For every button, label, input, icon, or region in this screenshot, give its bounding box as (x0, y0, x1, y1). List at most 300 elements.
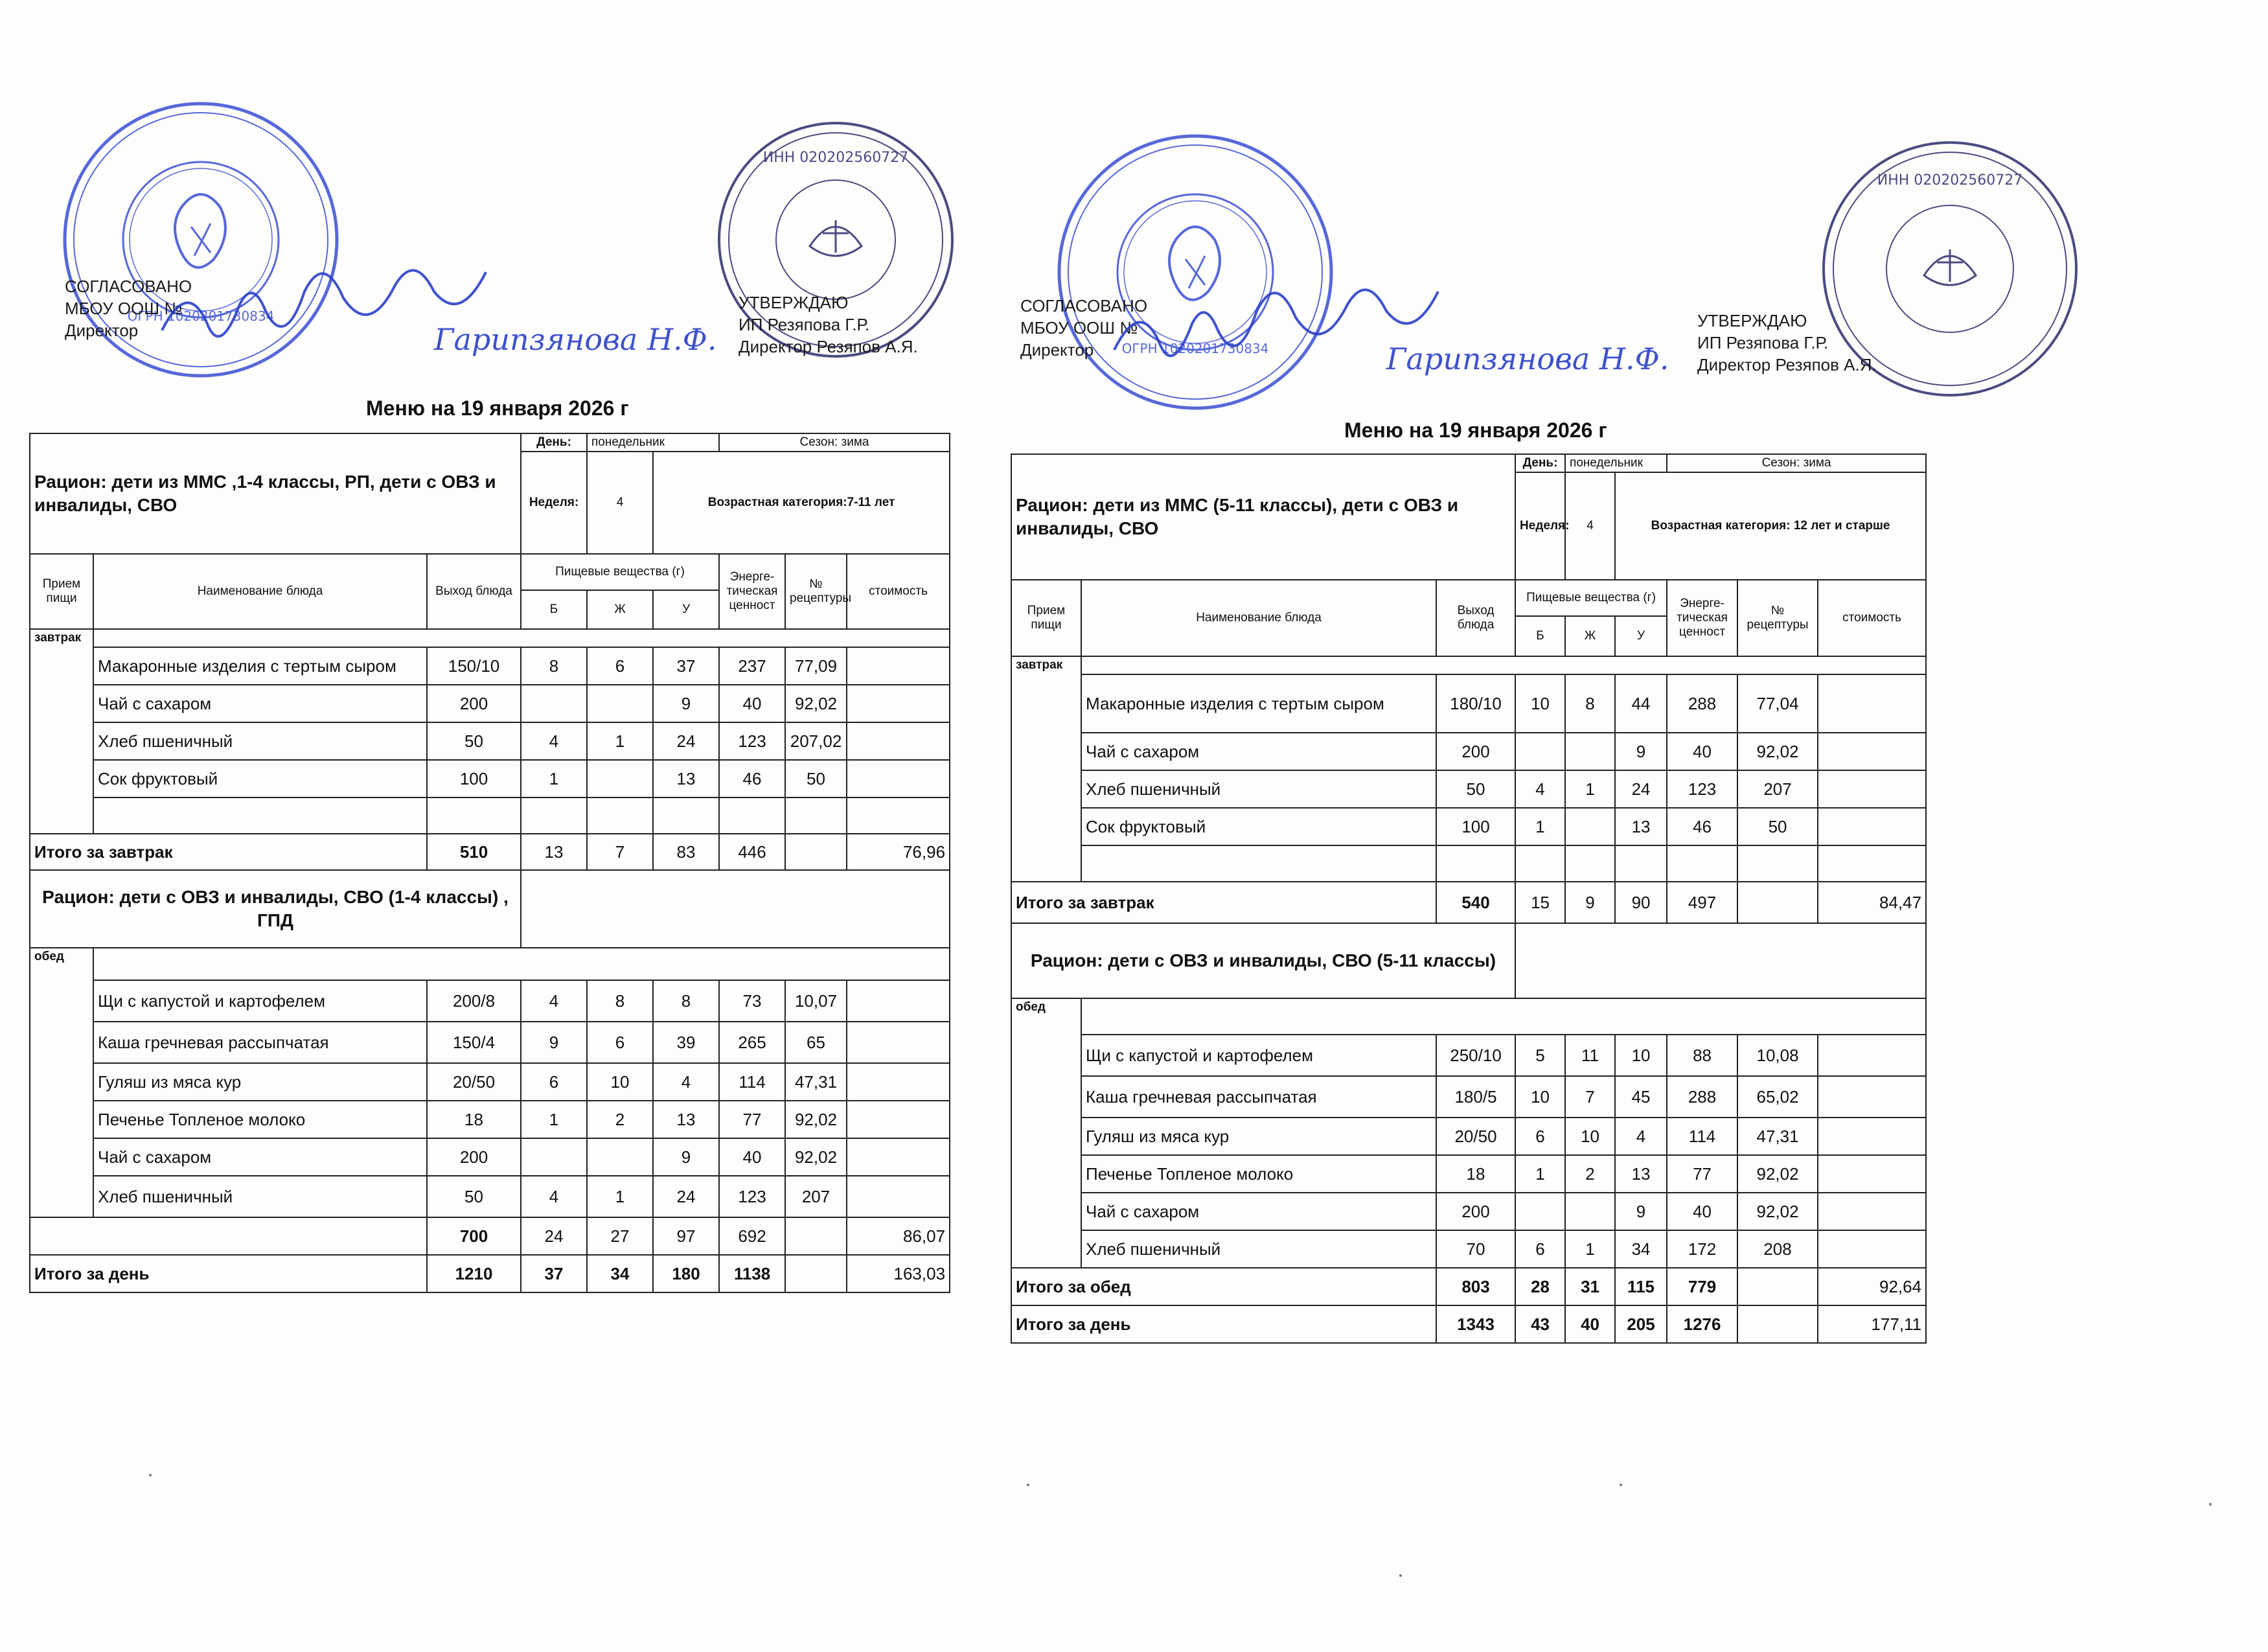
cell: 34 (587, 1255, 653, 1292)
cell: 40 (719, 1138, 785, 1176)
cell: 97 (653, 1217, 719, 1255)
cell: 115 (1615, 1268, 1667, 1305)
col-zh: Ж (1565, 616, 1615, 656)
table-row (30, 760, 950, 797)
table-row (1011, 1118, 1926, 1155)
cell: 9 (653, 685, 719, 722)
agreed-line: Директор (65, 321, 139, 340)
cell (1818, 674, 1926, 733)
week-value: 4 (587, 452, 653, 554)
cell (1565, 733, 1615, 770)
cell: 13 (1615, 808, 1667, 845)
season-label: Сезон: (799, 435, 838, 449)
spacer-row (1081, 998, 1926, 1035)
cell: 497 (1667, 882, 1737, 923)
cell: 24 (521, 1217, 587, 1255)
table-row (1011, 1230, 1926, 1268)
ration-title: Рацион: дети из ММС ,1-4 классы, РП, дети с ОВЗ и инвалиды, СВО (30, 433, 521, 554)
breakfast-total-label: Итого за завтрак (30, 834, 427, 870)
cell: 1276 (1667, 1305, 1737, 1343)
meal-lunch: обед (1011, 998, 1081, 1268)
season-value: зима (1803, 456, 1831, 470)
dish-name: Каша гречневая рассыпчатая (1081, 1076, 1436, 1118)
cell: 39 (653, 1022, 719, 1063)
cell (847, 685, 950, 722)
approved-line: Директор Резяпов А.Я. (739, 337, 918, 356)
ration2-title: Рацион: дети с ОВЗ и инвалиды, СВО (1-4 классы) , ГПД (30, 870, 521, 948)
season-cell (719, 433, 950, 452)
cell: 18 (1436, 1155, 1515, 1193)
cell: 10,08 (1737, 1035, 1818, 1076)
col-u: У (653, 590, 719, 629)
cell: 40 (1667, 733, 1737, 770)
cell: 6 (1515, 1230, 1565, 1268)
cell: 77 (719, 1101, 785, 1138)
dish-name: Печенье Топленое молоко (1081, 1155, 1436, 1193)
cell: 28 (1515, 1268, 1565, 1305)
cell: 692 (719, 1217, 785, 1255)
cell: 40 (1565, 1305, 1615, 1343)
cell (847, 1138, 950, 1176)
cell: 65,02 (1737, 1076, 1818, 1118)
cell (1818, 1076, 1926, 1118)
cell: 37 (653, 647, 719, 685)
table-row (30, 797, 950, 834)
cell: 6 (521, 1063, 587, 1101)
season-value: зима (841, 435, 869, 449)
cell: 10 (587, 1063, 653, 1101)
cell: 65 (785, 1022, 847, 1063)
cell: 70 (1436, 1230, 1515, 1268)
cell (1515, 1193, 1565, 1230)
scan-speck (1027, 1484, 1029, 1486)
table-row (30, 1101, 950, 1138)
cell: 46 (1667, 808, 1737, 845)
cell (1737, 882, 1818, 923)
ration2-title: Рацион: дети с ОВЗ и инвалиды, СВО (5-11 классы) (1011, 923, 1515, 998)
col-zh: Ж (587, 590, 653, 629)
age-category (1615, 472, 1926, 580)
dish-name: Макаронные изделия с тертым сыром (1081, 674, 1436, 733)
cell: 8 (587, 980, 653, 1022)
cell (1565, 1193, 1615, 1230)
cell: 100 (427, 760, 521, 797)
cell: 92,02 (785, 1138, 847, 1176)
col-yield: Выход блюда (1436, 580, 1515, 656)
cell: 8 (1565, 674, 1615, 733)
svg-text:Гарипзянова Н.Ф.: Гарипзянова Н.Ф. (434, 322, 717, 357)
cell: 24 (1615, 770, 1667, 808)
cell (1818, 1193, 1926, 1230)
cell (1818, 1118, 1926, 1155)
page-title: Меню на 19 января 2026 г (366, 396, 629, 420)
col-cost: стоимость (847, 554, 950, 629)
cell: 24 (653, 722, 719, 760)
cell: 4 (653, 1063, 719, 1101)
cell: 4 (521, 1176, 587, 1217)
cell: 13 (653, 1101, 719, 1138)
cell (1818, 770, 1926, 808)
col-meal: Прием пищи (30, 554, 93, 629)
season-label: Сезон: (1761, 456, 1800, 470)
cell (587, 685, 653, 722)
cell: 6 (1515, 1118, 1565, 1155)
table-row (30, 1176, 950, 1217)
cell: 7 (587, 834, 653, 870)
col-meal: Прием пищи (1011, 580, 1081, 656)
cell: 540 (1436, 882, 1515, 923)
cell: 27 (587, 1217, 653, 1255)
cell: 200/8 (427, 980, 521, 1022)
cell: 1210 (427, 1255, 521, 1292)
cell: 88 (1667, 1035, 1737, 1076)
cell: 73 (719, 980, 785, 1022)
cell: 92,02 (1737, 1155, 1818, 1193)
cell: 4 (521, 722, 587, 760)
agreed-line: СОГЛАСОВАНО (1020, 296, 1148, 315)
cell: 8 (521, 647, 587, 685)
scan-speck (1399, 1574, 1402, 1577)
cell (785, 1255, 847, 1292)
spacer-row (93, 948, 950, 980)
approved-line: ИП Резяпова Г.Р. (1697, 333, 1829, 352)
cell: 6 (587, 1022, 653, 1063)
cell: 47,31 (785, 1063, 847, 1101)
col-nutrients: Пищевые вещества (г) (1515, 580, 1667, 616)
cell: 9 (1615, 1193, 1667, 1230)
table-row (1011, 770, 1926, 808)
cell: 86,07 (847, 1217, 950, 1255)
lunch-total-label (30, 1217, 427, 1255)
dish-name: Чай с сахаром (1081, 733, 1436, 770)
cell: 180/5 (1436, 1076, 1515, 1118)
dish-name: Чай с сахаром (93, 685, 427, 722)
cell: 90 (1615, 882, 1667, 923)
cell (1818, 1035, 1926, 1076)
menu-table-left (29, 433, 950, 1293)
cell (1515, 733, 1565, 770)
table-row (1011, 1035, 1926, 1076)
age-category (653, 452, 950, 554)
table-row (1011, 674, 1926, 733)
cell: 15 (1515, 882, 1565, 923)
cell: 10 (1615, 1035, 1667, 1076)
cell: 18 (427, 1101, 521, 1138)
cell: 92,02 (785, 1101, 847, 1138)
cell (587, 760, 653, 797)
cell: 13 (1615, 1155, 1667, 1193)
cell (847, 647, 950, 685)
cell (587, 1138, 653, 1176)
cell: 150/4 (427, 1022, 521, 1063)
total-row (1011, 1305, 1926, 1343)
cell (847, 1063, 950, 1101)
cell (1818, 1155, 1926, 1193)
signature-icon (1108, 292, 1669, 382)
table-row (30, 1138, 950, 1176)
cell (847, 722, 950, 760)
page-title: Меню на 19 января 2026 г (1344, 419, 1607, 442)
dish-name: Хлеб пшеничный (1081, 1230, 1436, 1268)
total-row (30, 834, 950, 870)
cell: 6 (587, 647, 653, 685)
dish-name: Чай с сахаром (93, 1138, 427, 1176)
cell: 779 (1667, 1268, 1737, 1305)
dish-name: Хлеб пшеничный (93, 722, 427, 760)
cell: 200 (427, 685, 521, 722)
cell: 1138 (719, 1255, 785, 1292)
cell (847, 1176, 950, 1217)
cell: 92,02 (1737, 733, 1818, 770)
agreed-line: СОГЛАСОВАНО (65, 277, 192, 296)
spacer-row (93, 629, 950, 647)
cell: 510 (427, 834, 521, 870)
cell: 288 (1667, 1076, 1737, 1118)
cell: 11 (1565, 1035, 1615, 1076)
cell: 1 (1565, 1230, 1615, 1268)
cell: 1 (1515, 808, 1565, 845)
cell: 114 (1667, 1118, 1737, 1155)
cell: 10 (1515, 1076, 1565, 1118)
cell: 4 (1615, 1118, 1667, 1155)
cell: 92,02 (1737, 1193, 1818, 1230)
cell (847, 760, 950, 797)
table-row (1011, 845, 1926, 882)
day-value: понедельник (587, 433, 719, 452)
cell (521, 1138, 587, 1176)
cell: 205 (1615, 1305, 1667, 1343)
col-nutrients: Пищевые вещества (г) (521, 554, 719, 590)
table-row (1011, 1193, 1926, 1230)
dish-name: Щи с капустой и картофелем (1081, 1035, 1436, 1076)
cell: 207,02 (785, 722, 847, 760)
col-recipe: № рецептуры (1737, 580, 1818, 656)
cell: 100 (1436, 808, 1515, 845)
cell: 4 (1515, 770, 1565, 808)
col-b: Б (521, 590, 587, 629)
cell (1737, 1268, 1818, 1305)
approved-line: Директор Резяпов А.Я. (1697, 355, 1877, 374)
cell: 92,02 (785, 685, 847, 722)
day-label: День: (521, 433, 587, 452)
dish-name: Чай с сахаром (1081, 1193, 1436, 1230)
cell: 7 (1565, 1076, 1615, 1118)
cell: 700 (427, 1217, 521, 1255)
cell: 114 (719, 1063, 785, 1101)
cell: 172 (1667, 1230, 1737, 1268)
cell: 10 (1515, 674, 1565, 733)
col-dish: Наименование блюда (1081, 580, 1436, 656)
cell: 180/10 (1436, 674, 1515, 733)
cell: 250/10 (1436, 1035, 1515, 1076)
col-energy: Энерге-тическая ценност (1667, 580, 1737, 656)
total-row (30, 1217, 950, 1255)
cell: 265 (719, 1022, 785, 1063)
cell: 77,04 (1737, 674, 1818, 733)
cell: 50 (427, 1176, 521, 1217)
cell: 177,11 (1818, 1305, 1926, 1343)
table-row (1011, 733, 1926, 770)
cell: 208 (1737, 1230, 1818, 1268)
cell (1818, 733, 1926, 770)
cell: 20/50 (427, 1063, 521, 1101)
svg-text:ИНН 020202560727: ИНН 020202560727 (762, 150, 909, 166)
spacer-row (1081, 656, 1926, 674)
cell (847, 1101, 950, 1138)
dish-name: Хлеб пшеничный (93, 1176, 427, 1217)
approved-block (1697, 310, 1877, 376)
cell: 31 (1565, 1268, 1615, 1305)
scan-speck (2209, 1503, 2212, 1506)
col-energy: Энерге-тическая ценност (719, 554, 785, 629)
cell: 40 (719, 685, 785, 722)
age-label: Возрастная категория: (707, 496, 847, 509)
cell: 123 (1667, 770, 1737, 808)
cell: 163,03 (847, 1255, 950, 1292)
day-label: День: (1515, 454, 1565, 472)
menu-left-panel (26, 0, 998, 1490)
table-row (30, 647, 950, 685)
meal-lunch: обед (30, 948, 93, 1217)
svg-text:Гарипзянова Н.Ф.: Гарипзянова Н.Ф. (1386, 341, 1669, 376)
cell: 50 (785, 760, 847, 797)
cell: 10 (1565, 1118, 1615, 1155)
cell: 50 (427, 722, 521, 760)
table-row (1011, 1155, 1926, 1193)
cell: 77,09 (785, 647, 847, 685)
cell: 200 (427, 1138, 521, 1176)
day-value: понедельник (1565, 454, 1667, 472)
table-row (1011, 808, 1926, 845)
signature-icon (155, 272, 717, 363)
cell: 150/10 (427, 647, 521, 685)
age-value: 7-11 лет (847, 496, 895, 509)
cell: 46 (719, 760, 785, 797)
cell: 200 (1436, 1193, 1515, 1230)
cell: 123 (719, 1176, 785, 1217)
dish-name: Гуляш из мяса кур (1081, 1118, 1436, 1155)
cell: 1 (1515, 1155, 1565, 1193)
cell: 50 (1737, 808, 1818, 845)
approved-line: УТВЕРЖДАЮ (739, 293, 849, 312)
svg-text:ИНН 020202560727: ИНН 020202560727 (1877, 172, 2023, 189)
agreed-line: МБОУ ООШ № (1020, 318, 1138, 338)
cell: 45 (1615, 1076, 1667, 1118)
scan-speck (1620, 1484, 1622, 1486)
cell: 288 (1667, 674, 1737, 733)
cell: 803 (1436, 1268, 1515, 1305)
lunch-total-label: Итого за обед (1011, 1268, 1436, 1305)
cell: 8 (653, 980, 719, 1022)
cell: 207 (785, 1176, 847, 1217)
col-recipe: № рецептуры (785, 554, 847, 629)
approved-block (739, 292, 918, 358)
table-row (30, 722, 950, 760)
cell: 2 (1565, 1155, 1615, 1193)
agreed-line: МБОУ ООШ № (65, 299, 183, 318)
table-row (30, 1063, 950, 1101)
breakfast-total-label: Итого за завтрак (1011, 882, 1436, 923)
cell: 47,31 (1737, 1118, 1818, 1155)
cell (785, 834, 847, 870)
cell: 44 (1615, 674, 1667, 733)
cell: 123 (719, 722, 785, 760)
table-row (30, 685, 950, 722)
approved-line: УТВЕРЖДАЮ (1697, 311, 1807, 330)
scan-speck (149, 1474, 152, 1476)
svg-text:ОГРН 1020201730834: ОГРН 1020201730834 (1121, 341, 1269, 356)
cell (1818, 1230, 1926, 1268)
agreed-line: Директор (1020, 340, 1094, 360)
svg-text:ОГРН 1020201730834: ОГРН 1020201730834 (127, 308, 275, 324)
cell: 37 (521, 1255, 587, 1292)
cell: 77 (1667, 1155, 1737, 1193)
cell (785, 1217, 847, 1255)
menu-right-panel (991, 0, 2023, 1490)
cell: 50 (1436, 770, 1515, 808)
approved-line: ИП Резяпова Г.Р. (739, 315, 870, 334)
dish-name: Щи с капустой и картофелем (93, 980, 427, 1022)
dish-name: Сок фруктовый (1081, 808, 1436, 845)
week-value: 4 (1565, 472, 1615, 580)
dish-name: Сок фруктовый (93, 760, 427, 797)
cell: 92,64 (1818, 1268, 1926, 1305)
cell (1818, 808, 1926, 845)
cell: 1 (1565, 770, 1615, 808)
cell (1565, 808, 1615, 845)
week-label: Неделя: (521, 452, 587, 554)
cell: 180 (653, 1255, 719, 1292)
cell: 40 (1667, 1193, 1737, 1230)
table-row (1011, 1076, 1926, 1118)
cell: 207 (1737, 770, 1818, 808)
col-u: У (1615, 616, 1667, 656)
col-yield: Выход блюда (427, 554, 521, 629)
menu-table-right (1011, 453, 1927, 1344)
cell: 83 (653, 834, 719, 870)
cell: 20/50 (1436, 1118, 1515, 1155)
cell: 1 (521, 760, 587, 797)
cell: 9 (521, 1022, 587, 1063)
cell: 200 (1436, 733, 1515, 770)
cell: 2 (587, 1101, 653, 1138)
cell: 84,47 (1818, 882, 1926, 923)
col-cost: стоимость (1818, 580, 1926, 656)
week-label: Неделя: (1515, 472, 1565, 580)
dish-name: Хлеб пшеничный (1081, 770, 1436, 808)
cell (847, 1022, 950, 1063)
table-row (30, 980, 950, 1022)
season-cell (1667, 454, 1926, 472)
cell: 9 (1565, 882, 1615, 923)
age-label: Возрастная категория: (1651, 519, 1791, 533)
cell (521, 685, 587, 722)
dish-name: Каша гречневая рассыпчатая (93, 1022, 427, 1063)
cell: 9 (1615, 733, 1667, 770)
cell (1737, 1305, 1818, 1343)
cell: 5 (1515, 1035, 1565, 1076)
cell: 9 (653, 1138, 719, 1176)
dish-name: Гуляш из мяса кур (93, 1063, 427, 1101)
cell (847, 980, 950, 1022)
age-value: 12 лет и старше (1793, 519, 1890, 533)
meal-breakfast: завтрак (1011, 656, 1081, 882)
cell: 1 (587, 722, 653, 760)
total-row (30, 1255, 950, 1292)
cell: 34 (1615, 1230, 1667, 1268)
total-row (1011, 882, 1926, 923)
cell: 1 (521, 1101, 587, 1138)
